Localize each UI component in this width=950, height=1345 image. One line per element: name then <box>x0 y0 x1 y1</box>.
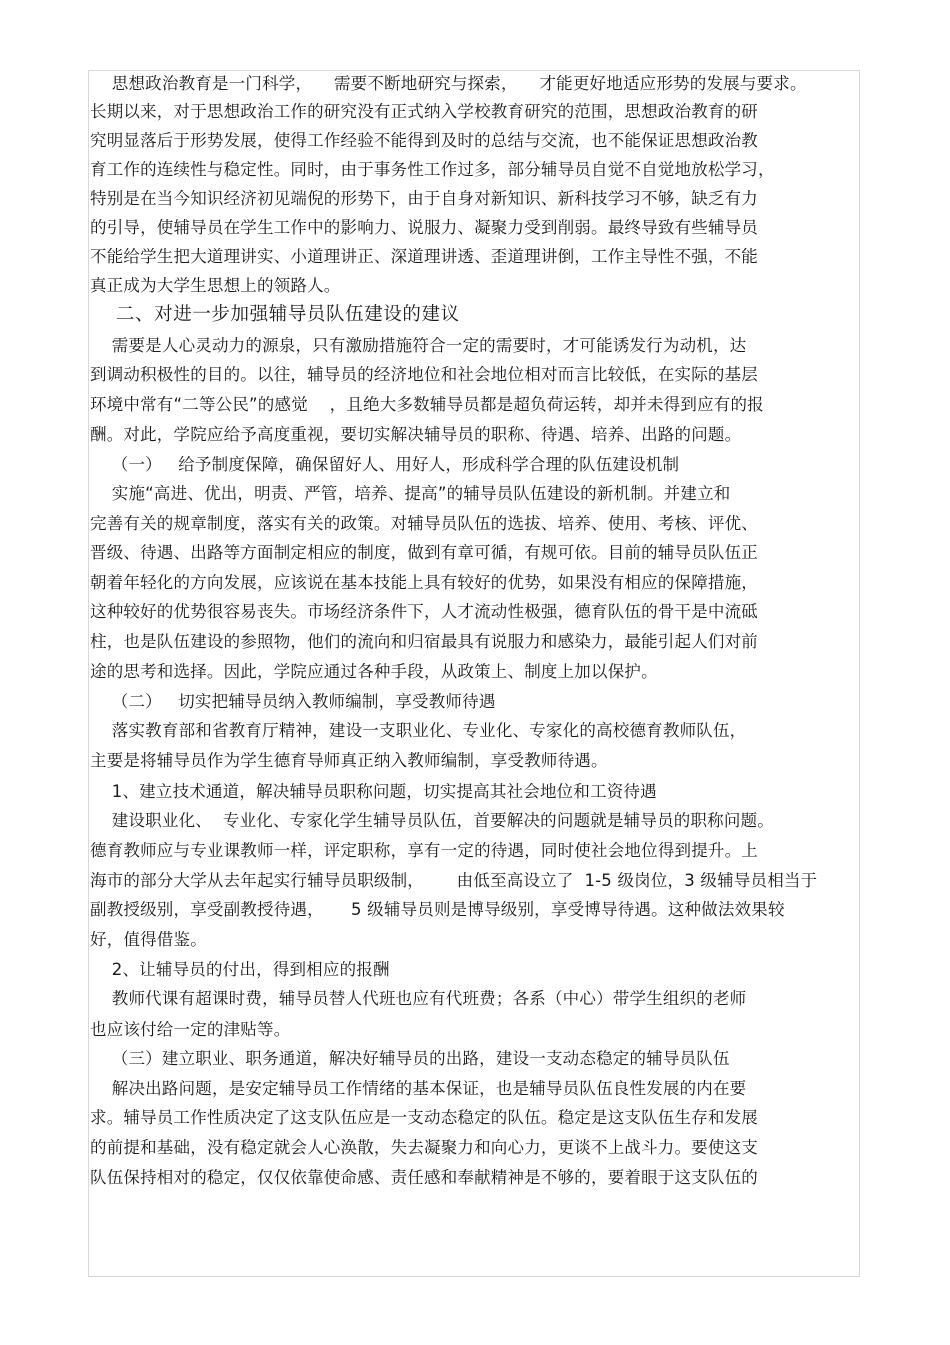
text-line: 途的思考和选择。因此，学院应通过各种手段，从政策上、制度上加以保护。 <box>90 662 658 681</box>
text-line: 柱，也是队伍建设的参照物，他们的流向和归宿最具有说服力和感染力，最能引起人们对前 <box>90 632 758 651</box>
text-line: 好，值得借鉴。 <box>90 930 207 949</box>
text-line: 主要是将辅导员作为学生德育导师真正纳入教师编制，享受教师待遇。 <box>90 751 608 770</box>
text-line: 究明显落后于形势发展，使得工作经验不能得到及时的总结与交流，也不能保证思想政治教 <box>90 131 758 150</box>
text-line: 教师代课有超课时费，辅导员替人代班也应有代班费；各系（中心）带学生组织的老师 <box>90 989 747 1008</box>
text-line: 环境中常有“二等公民”的感觉 ，且绝大多数辅导员都是超负荷运转，却并未得到应有的报 <box>90 395 764 414</box>
text-line: 思想政治教育是一门科学， 需要不断地研究与探索， 才能更好地适应形势的发展与要求。 <box>90 74 807 93</box>
text-line: 海市的部分大学从去年起实行辅导员职级制， 由低至高设立了 1-5 级岗位，3 级辅导员相当于 <box>90 871 818 890</box>
text-line: 1、建立技术通道，解决辅导员职称问题，切实提高其社会地位和工资待遇 <box>90 782 657 801</box>
text-line: 完善有关的规章制度，落实有关的政策。对辅导员队伍的选拔、培养、使用、考核、评优、 <box>90 514 758 533</box>
text-line: 实施“高进、优出，明责、严管，培养、提高”的辅导员队伍建设的新机制。并建立和 <box>90 484 731 503</box>
text-line: 建设职业化、 专业化、专家化学生辅导员队伍，首要解决的问题就是辅导员的职称问题。 <box>90 811 774 830</box>
text-line: 落实教育部和省教育厅精神，建设一支职业化、专业化、专家化的高校德育教师队伍， <box>90 721 747 740</box>
text-line: 朝着年轻化的方向发展，应该说在基本技能上具有较好的优势，如果没有相应的保障措施， <box>90 573 758 592</box>
text-line: （三）建立职业、职务通道，解决好辅导员的出路，建设一支动态稳定的辅导员队伍 <box>90 1049 730 1068</box>
text-line: 也应该付给一定的津贴等。 <box>90 1020 291 1039</box>
text-line: （一） 给予制度保障，确保留好人、用好人，形成科学合理的队伍建设机制 <box>90 455 680 474</box>
text-line: 育工作的连续性与稳定性。同时，由于事务性工作过多，部分辅导员自觉不自觉地放松学习， <box>90 160 775 179</box>
text-line: 特别是在当今知识经济初见端倪的形势下，由于自身对新知识、新科技学习不够，缺乏有力 <box>90 189 758 208</box>
text-line: 到调动积极性的目的。以往，辅导员的经济地位和社会地位相对而言比较低，在实际的基层 <box>90 365 758 384</box>
text-line: 晋级、待遇、出路等方面制定相应的制度，做到有章可循，有规可依。目前的辅导员队伍正 <box>90 543 758 562</box>
text-line: （二） 切实把辅导员纳入教师编制，享受教师待遇 <box>90 692 496 711</box>
text-line: 不能给学生把大道理讲实、小道理讲正、深道理讲透、歪道理讲倒，工作主导性不强，不能 <box>90 247 758 266</box>
text-line: 解决出路问题，是安定辅导员工作情绪的基本保证，也是辅导员队伍良性发展的内在要 <box>90 1079 747 1098</box>
text-line: 长期以来，对于思想政治工作的研究没有正式纳入学校教育研究的范围，思想政治教育的研 <box>90 102 758 121</box>
text-line: 2、让辅导员的付出，得到相应的报酬 <box>90 960 390 979</box>
text-line: 队伍保持相对的稳定，仅仅依靠使命感、责任感和奉献精神是不够的，要着眼于这支队伍的 <box>90 1168 758 1187</box>
text-line: 真正成为大学生思想上的领路人。 <box>90 276 341 295</box>
text-line: 副教授级别，享受副教授待遇， 5 级辅导员则是博导级别，享受博导待遇。这种做法效果较 <box>90 900 785 919</box>
text-line: 需要是人心灵动力的源泉，只有激励措施符合一定的需要时，才可能诱发行为动机，达 <box>90 336 747 355</box>
text-line: 求。辅导员工作性质决定了这支队伍应是一支动态稳定的队伍。稳定是这支队伍生存和发展 <box>90 1108 758 1127</box>
text-line: 酬。对此，学院应给予高度重视，要切实解决辅导员的职称、待遇、培养、出路的问题。 <box>90 425 742 444</box>
text-line: 德育教师应与专业课教师一样，评定职称，享有一定的待遇，同时使社会地位得到提升。上 <box>90 841 758 860</box>
text-line: 的引导，使辅导员在学生工作中的影响力、说服力、凝聚力受到削弱。最终导致有些辅导员 <box>90 218 758 237</box>
text-line: 这种较好的优势很容易丧失。市场经济条件下，人才流动性极强，德育队伍的骨干是中流砥 <box>90 602 758 621</box>
text-line: 的前提和基础，没有稳定就会人心涣散，失去凝聚力和向心力，更谈不上战斗力。要使这支 <box>90 1138 758 1157</box>
section-heading: 二、对进一步加强辅导员队伍建设的建议 <box>90 304 460 325</box>
